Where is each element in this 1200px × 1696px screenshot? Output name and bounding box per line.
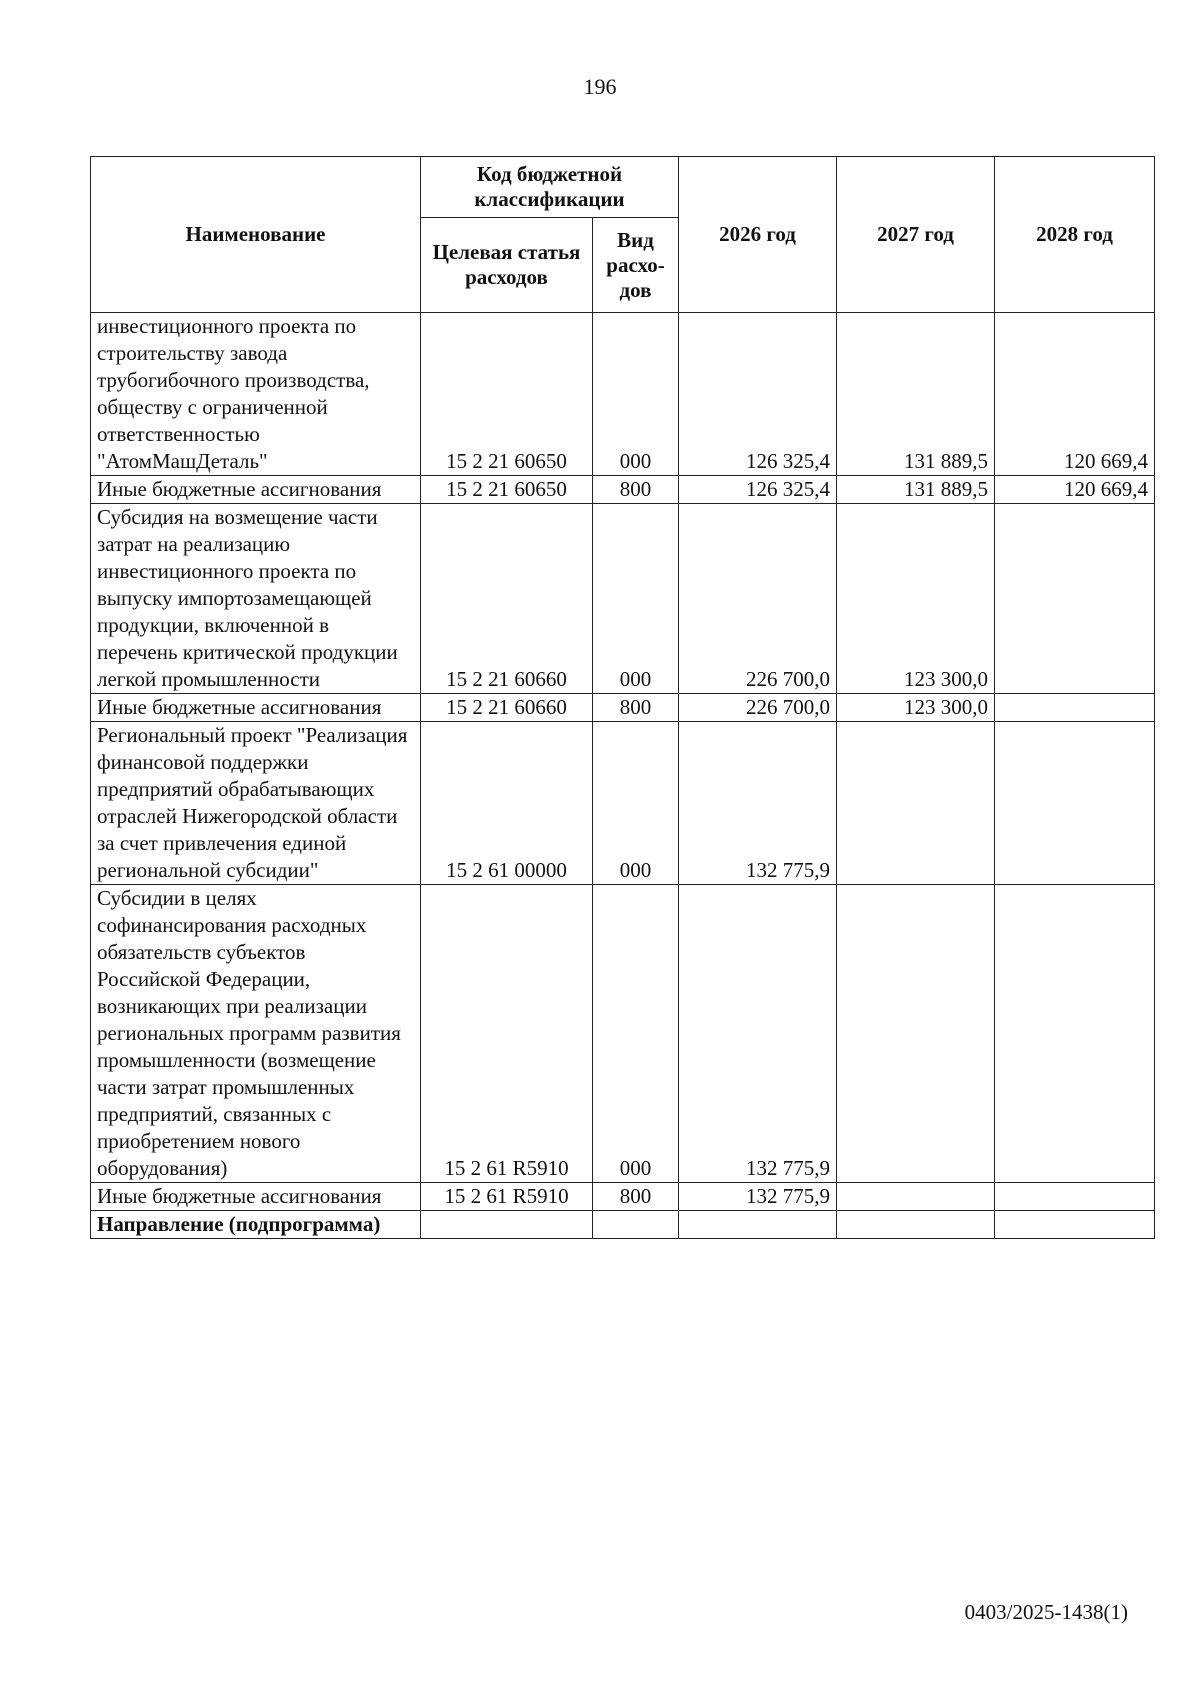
table-row <box>91 885 1155 1183</box>
row-name: Субсидии в целях софинансирования расходных обязательств субъектов Российской Федерации, возникающих при реализации региональных программ развития промышленности (возмещение части затрат промышленных предприятий, связанных с приобретением нового оборудования) <box>91 885 421 1183</box>
row-code: 15 2 21 60650 <box>421 476 593 504</box>
table-row <box>91 1183 1155 1211</box>
table-row <box>91 1211 1155 1239</box>
row-2027 <box>837 722 995 885</box>
row-2027 <box>837 885 995 1183</box>
row-code <box>421 1211 593 1239</box>
row-2028: 120 669,4 <box>995 313 1155 476</box>
row-2028 <box>995 1211 1155 1239</box>
row-2026: 126 325,4 <box>679 476 837 504</box>
table-row <box>91 694 1155 722</box>
table-row <box>91 313 1155 476</box>
header-name: Наименование <box>91 157 421 313</box>
header-expense-type: Вид расхо-дов <box>593 218 679 313</box>
table-row <box>91 504 1155 694</box>
row-2026: 132 775,9 <box>679 722 837 885</box>
header-target-article: Целевая статья расходов <box>421 218 593 313</box>
row-2027: 123 300,0 <box>837 694 995 722</box>
row-code: 15 2 21 60650 <box>421 313 593 476</box>
row-2027: 123 300,0 <box>837 504 995 694</box>
budget-table-container <box>90 156 1154 1239</box>
table-row <box>91 722 1155 885</box>
row-name: Региональный проект "Реализация финансовой поддержки предприятий обрабатывающих отраслей Нижегородской области за счет привлечения единой региональной субсидии" <box>91 722 421 885</box>
row-name: Субсидия на возмещение части затрат на реализацию инвестиционного проекта по выпуску импортозамещающей продукции, включенной в перечень критической продукции легкой промышленности <box>91 504 421 694</box>
row-code: 15 2 21 60660 <box>421 694 593 722</box>
row-2027 <box>837 1211 995 1239</box>
row-2027 <box>837 1183 995 1211</box>
row-2026 <box>679 1211 837 1239</box>
header-2027: 2027 год <box>837 157 995 313</box>
row-name: инвестиционного проекта по строительству завода трубогибочного производства, обществу с ограниченной ответственностью "АтомМашДеталь" <box>91 313 421 476</box>
header-2028: 2028 год <box>995 157 1155 313</box>
row-2027: 131 889,5 <box>837 476 995 504</box>
row-2028 <box>995 1183 1155 1211</box>
row-kind <box>593 1211 679 1239</box>
table-row <box>91 476 1155 504</box>
row-2026: 126 325,4 <box>679 313 837 476</box>
row-2028 <box>995 504 1155 694</box>
row-kind: 000 <box>593 885 679 1183</box>
page-number: 196 <box>583 74 617 99</box>
row-kind: 000 <box>593 722 679 885</box>
row-2028 <box>995 694 1155 722</box>
row-kind: 000 <box>593 504 679 694</box>
header-2026: 2026 год <box>679 157 837 313</box>
row-kind: 800 <box>593 694 679 722</box>
row-name: Иные бюджетные ассигнования <box>91 476 421 504</box>
row-name: Иные бюджетные ассигнования <box>91 694 421 722</box>
row-kind: 800 <box>593 476 679 504</box>
budget-table <box>90 156 1155 1239</box>
row-2026: 132 775,9 <box>679 1183 837 1211</box>
row-name: Направление (подпрограмма) <box>91 1211 421 1239</box>
header-code-group: Код бюджетной классификации <box>421 157 679 218</box>
header-row-1 <box>91 157 1155 218</box>
row-2026: 226 700,0 <box>679 694 837 722</box>
document-number: 0403/2025-1438(1) <box>964 1600 1128 1624</box>
row-2026: 132 775,9 <box>679 885 837 1183</box>
row-2027: 131 889,5 <box>837 313 995 476</box>
row-2026: 226 700,0 <box>679 504 837 694</box>
row-2028: 120 669,4 <box>995 476 1155 504</box>
row-kind: 800 <box>593 1183 679 1211</box>
row-name: Иные бюджетные ассигнования <box>91 1183 421 1211</box>
row-code: 15 2 61 00000 <box>421 722 593 885</box>
row-code: 15 2 21 60660 <box>421 504 593 694</box>
row-2028 <box>995 722 1155 885</box>
row-kind: 000 <box>593 313 679 476</box>
row-code: 15 2 61 R5910 <box>421 885 593 1183</box>
row-code: 15 2 61 R5910 <box>421 1183 593 1211</box>
row-2028 <box>995 885 1155 1183</box>
